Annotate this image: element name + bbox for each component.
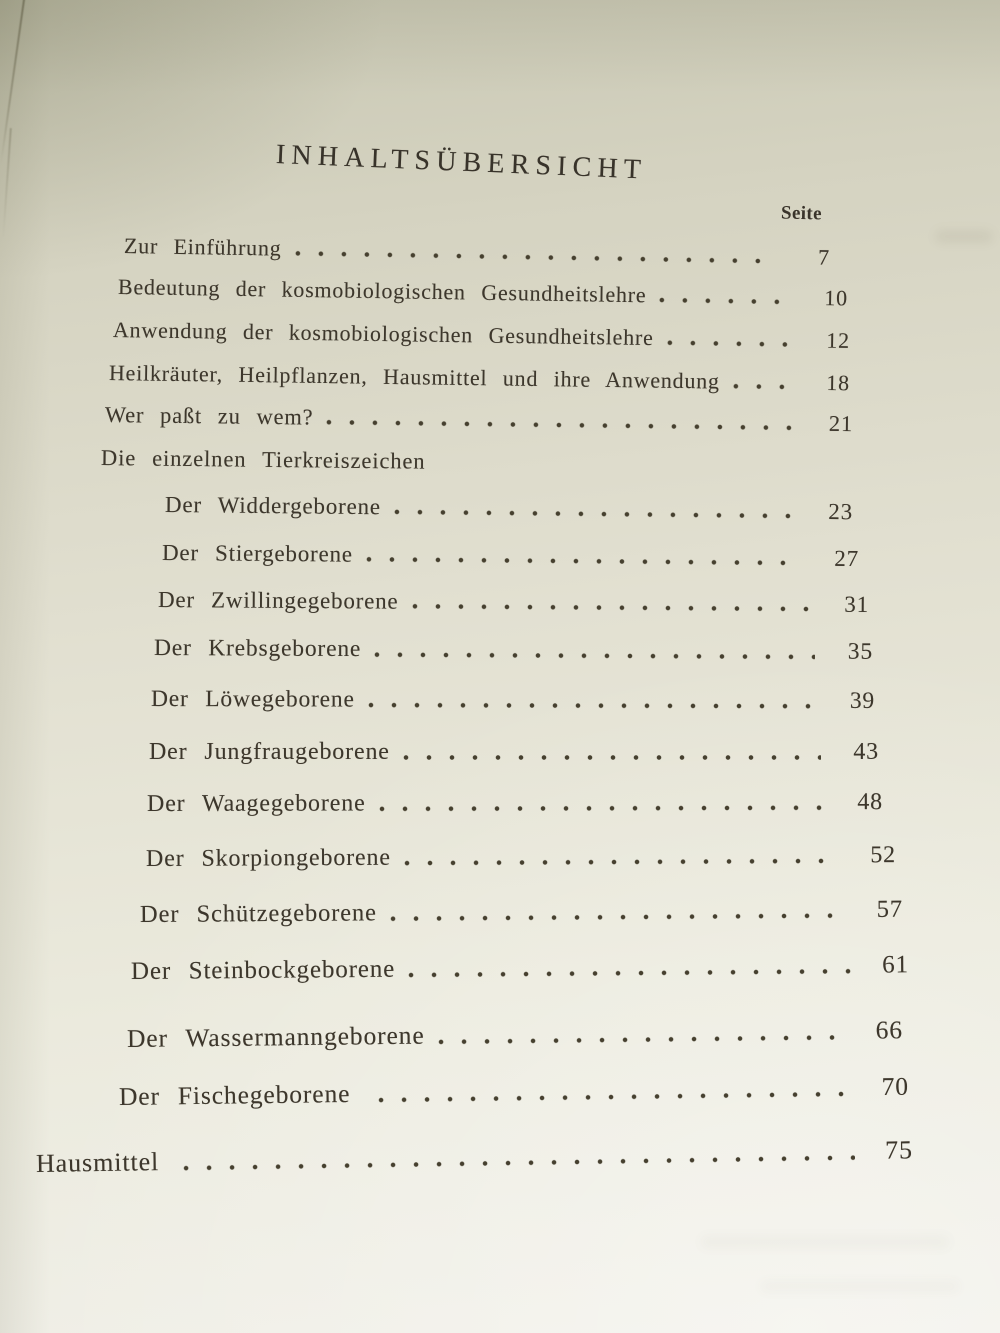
toc-entry [118,274,848,311]
toc-entry [109,360,850,396]
toc-entry-page: 39 [849,687,876,714]
toc-entry-page: 10 [824,285,849,311]
toc-entry-label: Wer paßt zu wem? [104,402,314,430]
page-crease [0,0,26,163]
toc-entry-label: Der Steinbockgeborene [130,955,396,985]
toc-entry-page: 18 [826,370,851,396]
toc-entry [36,1135,913,1179]
toc-entry [131,951,909,986]
dot-leader [659,296,790,307]
toc-entry [146,842,896,873]
toc-entry [149,739,879,766]
toc-entry-label: Die einzelnen Tierkreiszeichen [100,445,426,474]
toc-entry-label: Heilkräuter, Heilpflanzen, Hausmittel und ihre Anwendung [108,360,720,394]
bleed-through-artifact [935,230,993,243]
dot-leader [438,1033,845,1047]
toc-entry-page: 21 [828,410,854,437]
toc-entry-label: Der Schützegeborene [139,899,377,928]
dot-leader [294,249,772,266]
toc-entry-label: Zur Einführung [123,233,282,261]
page-title: INHALTSÜBERSICHT [275,139,648,186]
toc-entry-label: Anwendung der kosmobiologischen Gesundheitslehre [112,317,654,351]
toc-entry [127,1015,903,1054]
toc-entry [147,789,883,818]
toc-entry [165,492,853,525]
toc-entry [119,1072,909,1112]
toc-entry [151,686,875,715]
dot-leader [403,753,821,762]
dot-leader [326,418,795,433]
dot-leader [366,555,801,568]
toc-entry-page: 12 [826,327,851,353]
toc-entry-label: Der Waagegeborene [146,790,366,817]
toc-entry-label: Der Krebsgeborene [153,635,362,663]
toc-entry-page: 43 [853,739,879,765]
toc-entry-label: Der Löwegeborene [150,686,355,713]
toc-entry [158,587,869,618]
toc-entry-label: Bedeutung der kosmobiologischen Gesundheitslehre [117,274,647,308]
dot-leader [378,1089,851,1104]
toc-entry-label: Hausmittel [35,1147,160,1178]
toc-entry-label: Der Fischegeborene [118,1078,351,1111]
toc-entry-label: Der Widdergeborene [164,492,382,520]
toc-entry-label: Der Zwillingegeborene [157,587,399,614]
toc-entry-page: 52 [870,842,897,869]
dot-leader [666,338,791,349]
toc-entry-page: 27 [834,545,860,572]
toc-entry-page: 70 [881,1071,910,1102]
toc-entry [154,635,873,666]
toc-entry-page: 61 [882,951,910,979]
toc-entry-page: 66 [875,1015,904,1045]
toc-entry-label: Der Jungfraugeborene [149,739,390,765]
toc-entry [140,896,903,929]
toc-entry-label: Der Stiergeborene [161,540,353,567]
toc-entry [124,233,830,271]
page-column-header: Seite [780,202,823,225]
bleed-through-artifact [700,1235,950,1249]
toc-entry [105,402,853,437]
dot-leader [374,650,815,661]
bleed-through-artifact [760,1280,960,1293]
toc-section-heading [101,445,426,475]
toc-entry-label: Der Skorpiongeborene [145,844,391,872]
toc-entry-page: 23 [828,498,854,525]
dot-leader [404,856,838,867]
dot-leader [390,911,845,923]
toc-entry-page: 48 [857,789,884,816]
toc-entry-label: Der Wassermanngeborene [126,1020,425,1053]
toc-entry-page: 75 [884,1135,914,1165]
dot-leader [394,507,795,520]
toc-entry-page: 57 [876,895,904,923]
toc-entry-page: 35 [847,638,874,665]
dot-leader [368,701,817,711]
toc-entry-page: 7 [817,244,831,270]
dot-leader [733,382,792,392]
dot-leader [183,1153,855,1173]
dot-leader [411,602,811,614]
dot-leader [408,967,851,980]
toc-entry [162,540,859,572]
dot-leader [379,803,825,813]
toc-entry-page: 31 [844,591,870,617]
toc-entry [113,317,850,354]
